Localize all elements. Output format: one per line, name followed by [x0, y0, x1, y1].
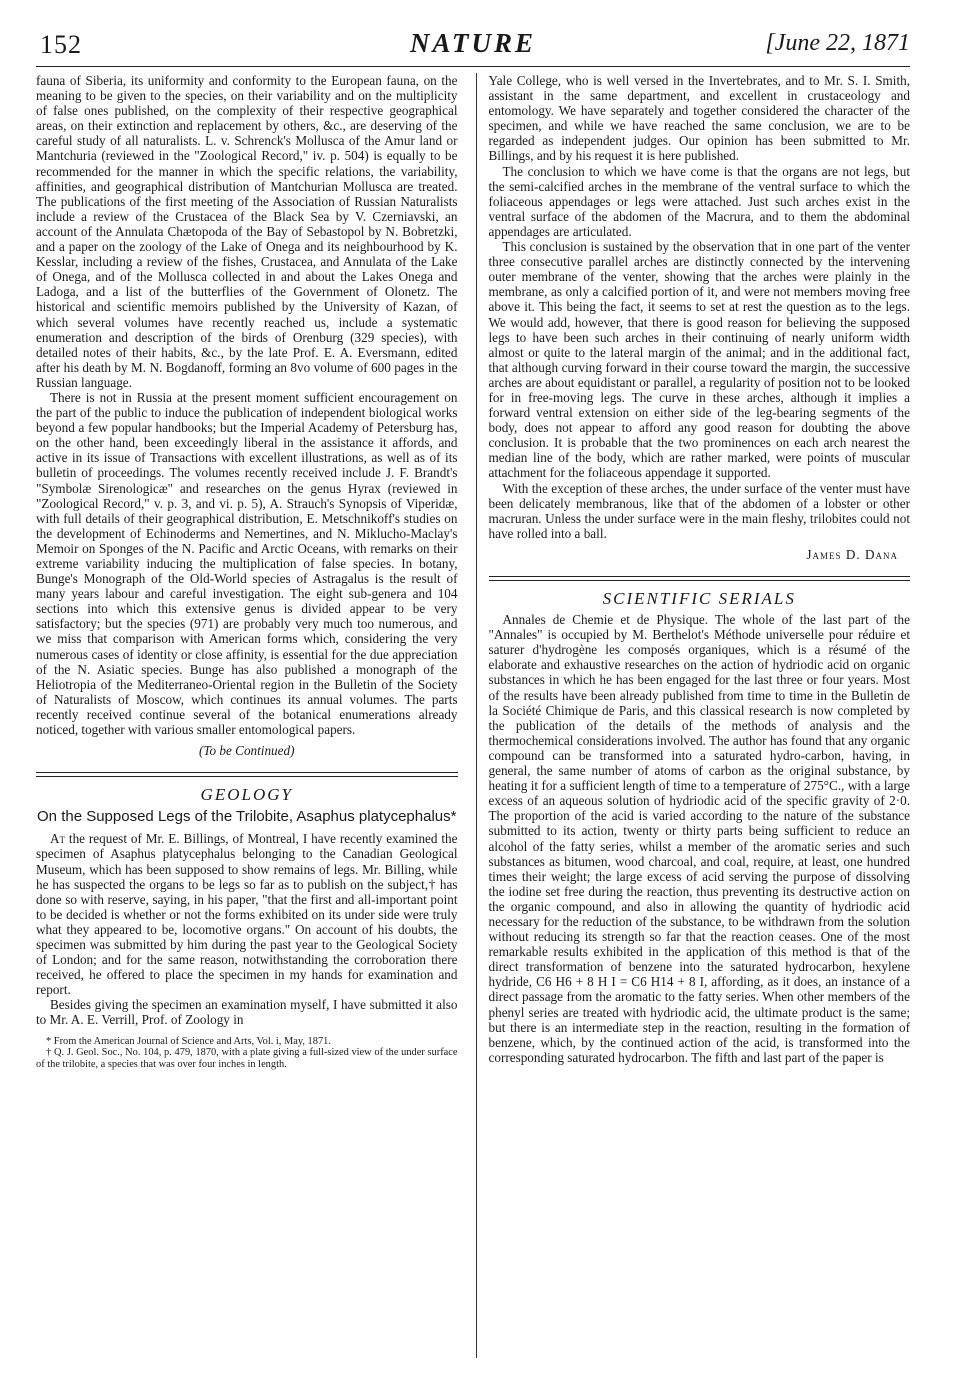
- right-column: [489, 73, 911, 1373]
- footnotes: [36, 1036, 458, 1071]
- columns: [36, 73, 910, 1373]
- paragraph: With the exception of these arches, the under surface of the venter must have been delicately membranous, like that of the abdomen of a lobster or other macruran. Unless the under surface were in the main fleshy, trilobites could not have rolled into a ball.: [488, 480, 910, 541]
- article-title: On the Supposed Legs of the Trilobite, Asaphus platycephalus*: [37, 808, 457, 826]
- section-divider: [489, 576, 911, 581]
- left-column: [36, 73, 458, 1373]
- journal-title: NATURE: [409, 28, 537, 58]
- paragraph: The conclusion to which we have come is that the organs are not legs, but the semi-calcified arches in the membrane of the ventral surface to which the foliaceous appendages or legs were attached. Just such arches exist in the ventral surface of the abdomen of the Macrura, and to them the abdominal appendages are articulated.: [488, 163, 910, 239]
- page-number: 152: [40, 30, 82, 59]
- issue-date: [June 22, 1871: [765, 30, 910, 56]
- section-divider: [36, 772, 458, 777]
- section-heading: GEOLOGY: [200, 785, 293, 805]
- paragraph: the request of Mr. E. Billings, of Montreal, I have recently examined the specimen of Asaphus platycephalus belonging to the Canadian Geological Museum, which has been supposed to show remains of legs. Mr. Billing, while he has suspected the organs to be legs so far as to publish on the subject,† has done so with reserve, saying, in his paper, "that the first and all-important point to be decided is whether or not the forms exhibited on its under side were truly what they appeared to be, locomotive organs." On account of his doubts, the specimen was submitted by him during the past year to the Geological Society of London; and for the same reason, notwithstanding the corroboration there received, he offered to place the specimen in my hands for examination and report.: [36, 831, 458, 998]
- paragraph: Yale College, who is well versed in the Invertebrates, and to Mr. S. I. Smith, assistant in the same department, and excellent in crustaceology and entomology. We have separately and together considered the character of the specimen, and while we have reached the same conclusion, we are to be regarded as independent judges. Our opinion has been submitted to Mr. Billings, and by his request it is here published.: [488, 73, 910, 164]
- lead-word: At: [50, 831, 66, 847]
- header-rule: [36, 66, 910, 67]
- footnote: * From the American Journal of Science and Arts, Vol. i, May, 1871.: [46, 1035, 331, 1047]
- footnote: † Q. J. Geol. Soc., No. 104, p. 479, 1870, with a plate giving a full-sized view of the under surface of the trilobite, a species that was over four inches in length.: [36, 1047, 458, 1070]
- paragraph: There is not in Russia at the present moment sufficient encouragement on the part of the public to induce the publication of independent biological works beyond a few popular handbooks; but the Imperial Academy of Petersburg has, on the other hand, been exceedingly liberal in the assistance it affords, and active in its issue of Transactions with excellent illustrations, as well as of its bulletin of proceedings. The volumes recently received include J. F. Brandt's "Symbolæ Sirenologicæ" and researches on the genus Hyrax (reviewed in "Zoological Record," v. p. 3, and vi. p. 5), A. Strauch's Synopsis of Viperidæ, with full details of their geographical distribution, E. Metschnikoff's studies on the development of Echinoderms and Nemertines, and N. Miklucho-Maclay's Memoir on Sponges of the N. Pacific and Arctic Oceans, with remarks on their extreme variability inducing the multiplication of false species. In botany, Bunge's Monograph of the Old-World species of Astragalus is the result of many years labour and careful investigation. The eight sub-genera and 104 sections into which this extensive genus is divided appear to be very satisfactory; but the species (971) are probably very much too numerous, and we miss that comparison with American forms which, considering the very numerous cases of identity or close affinity, is essential for the due appreciation of the N. Asiatic species. Bunge has also published a monograph of the Heliotropia of the Mediterraneo-Oriental region in the Bulletin of the Society of Naturalists of Moscow, which continues its annual volumes. The parts recently received continue several of the botanical enumerations already noticed, together with various smaller entomological papers.: [36, 389, 458, 738]
- paragraph: fauna of Siberia, its uniformity and conformity to the European fauna, on the meaning to be given to the species, on their variability and on the multiplicity of false ones published, on the complexity of their respective geographical areas, on their extinction and replacement by others, &c., are deserving of the careful study of all naturalists. L. v. Schrenck's Mollusca of the Amur land or Mantchuria (reviewed in the "Zoological Record," iv. p. 504) is equally to be recommended for the manner in which the specific relations, the variability, affinities, and geographical distribution of Mantchurian Mollusca are treated. The publications of the first meeting of the Association of Russian Naturalists include a review of the Crustacea of the Black Sea by V. Czerniavski, an account of the Annulata Chætopoda of the Bay of Sebastopol by N. Bobretzki, and a paper on the zoology of the Lake of Onega and its neighbourhood by K. Kesslar, including a review of the fishes, Crustacea, and Annulata of the Lake of Onega, and of the Mollusca collected in and about the Lakes Onega and Ladoga, and a list of the butterflies of the Government of Olonetz. The historical and scientific memoirs published by the University of Kazan, of which several volumes have recently reached us, include a systematic enumeration and description of the birds of Orenburg (329 species), with detailed notes of their habits, &c., by the late Prof. E. A. Eversmann, edited after his death by M. N. Bogdanoff, forming an 8vo volume of 600 pages in the Russian language.: [36, 73, 458, 390]
- section-heading: SCIENTIFIC SERIALS: [602, 589, 796, 608]
- paragraph: This conclusion is sustained by the observation that in one part of the venter three consecutive parallel arches are distinctly connected by the intervening outer membrane of the venter, showing that the arches were plainly in the membrane, as only a calcified portion of it, and were not members moving free above it. This being the fact, it seems to set at rest the question as to the legs. We would add, however, that there is good reason for believing the supposed legs to have been such arches in their continuing of nearly uniform width almost or quite to the lateral margin of the animal; and in the additional fact, that although curving forward in their course toward the margin, the successive arches are about equidistant or parallel, a regularity of position not to be looked for in free-moving legs. The curve in these arches, although it implies a forward ventral extension on either side of the leg-bearing segments of the body, does not appear to afford any good reason for doubting the above conclusion. It is probable that the two prominences on each arch nearest the median line of the body, which are rather marked, were points of muscular attachment for the foliaceous appendage it supported.: [488, 239, 910, 481]
- page-header: [36, 26, 910, 64]
- paragraph: Besides giving the specimen an examination myself, I have submitted it also to Mr. A. E. Verrill, Prof. of Zoology in: [36, 997, 458, 1028]
- paragraph: Annales de Chemie et de Physique. The whole of the last part of the "Annales" is occupied by M. Berthelot's Méthode universelle pour réduire et saturer d'hydrogène les composés organiques, which is a résumé of the elaborate and exhaustive researches on the action of hydriodic acid on organic substances in which he has been engaged for the last three or four years. Most of the results have been already published from time to time in the Bulletin de la Société Chimique de Paris, and this classical research is now completed by the publication of the details of the methods of analysis and the thermochemical considerations involved. The author has found that any organic compound can be transformed into a saturated hydro-carbon, having, in general, the same number of atoms of carbon as the original substance, by heating it for a sufficient length of time to a temperature of 275°C., with a large excess of an aqueous solution of hydriodic acid of the specific gravity of 2·0. The proportion of the acid is varied according to the nature of the substance submitted to its action, twenty or thirty parts being sufficient to reduce an alcohol of the fatty series, whilst a member of the aromatic series and such substances as bitumen, wood charcoal, and coal, require, at least, one hundred times their weight; the large excess of acid serving the purpose of dissolving the iodine set free during the reaction, thus preventing its destructive action on the organic compound, and also in allowing the quantity of hydriodic acid necessary for the reduction of the substance, to be withdrawn from the solution without reducing its strength so far that the reaction ceases. One of the most remarkable results exhibited in the application of this method is that of the direct transformation of benzene into the saturated hydrocarbon, hexylene hydride, C6 H6 + 8 H I = C6 H14 + 8 I, affording, as it does, an instance of a direct passage from the aromatic to the fatty series. When other members of the phenyl series are treated with hydriodic acid, the ultimate product is the same; but there is an intermediate step in the reaction, resulting in the formation of benzene, which, by the continued action of the acid, is transformed into the corresponding saturated hydrocarbon. The fifth and last part of the paper is: [488, 612, 910, 1065]
- author-signature: James D. Dana: [806, 546, 898, 562]
- column-rule: [476, 73, 477, 1358]
- to-be-continued: (To be Continued): [199, 743, 295, 759]
